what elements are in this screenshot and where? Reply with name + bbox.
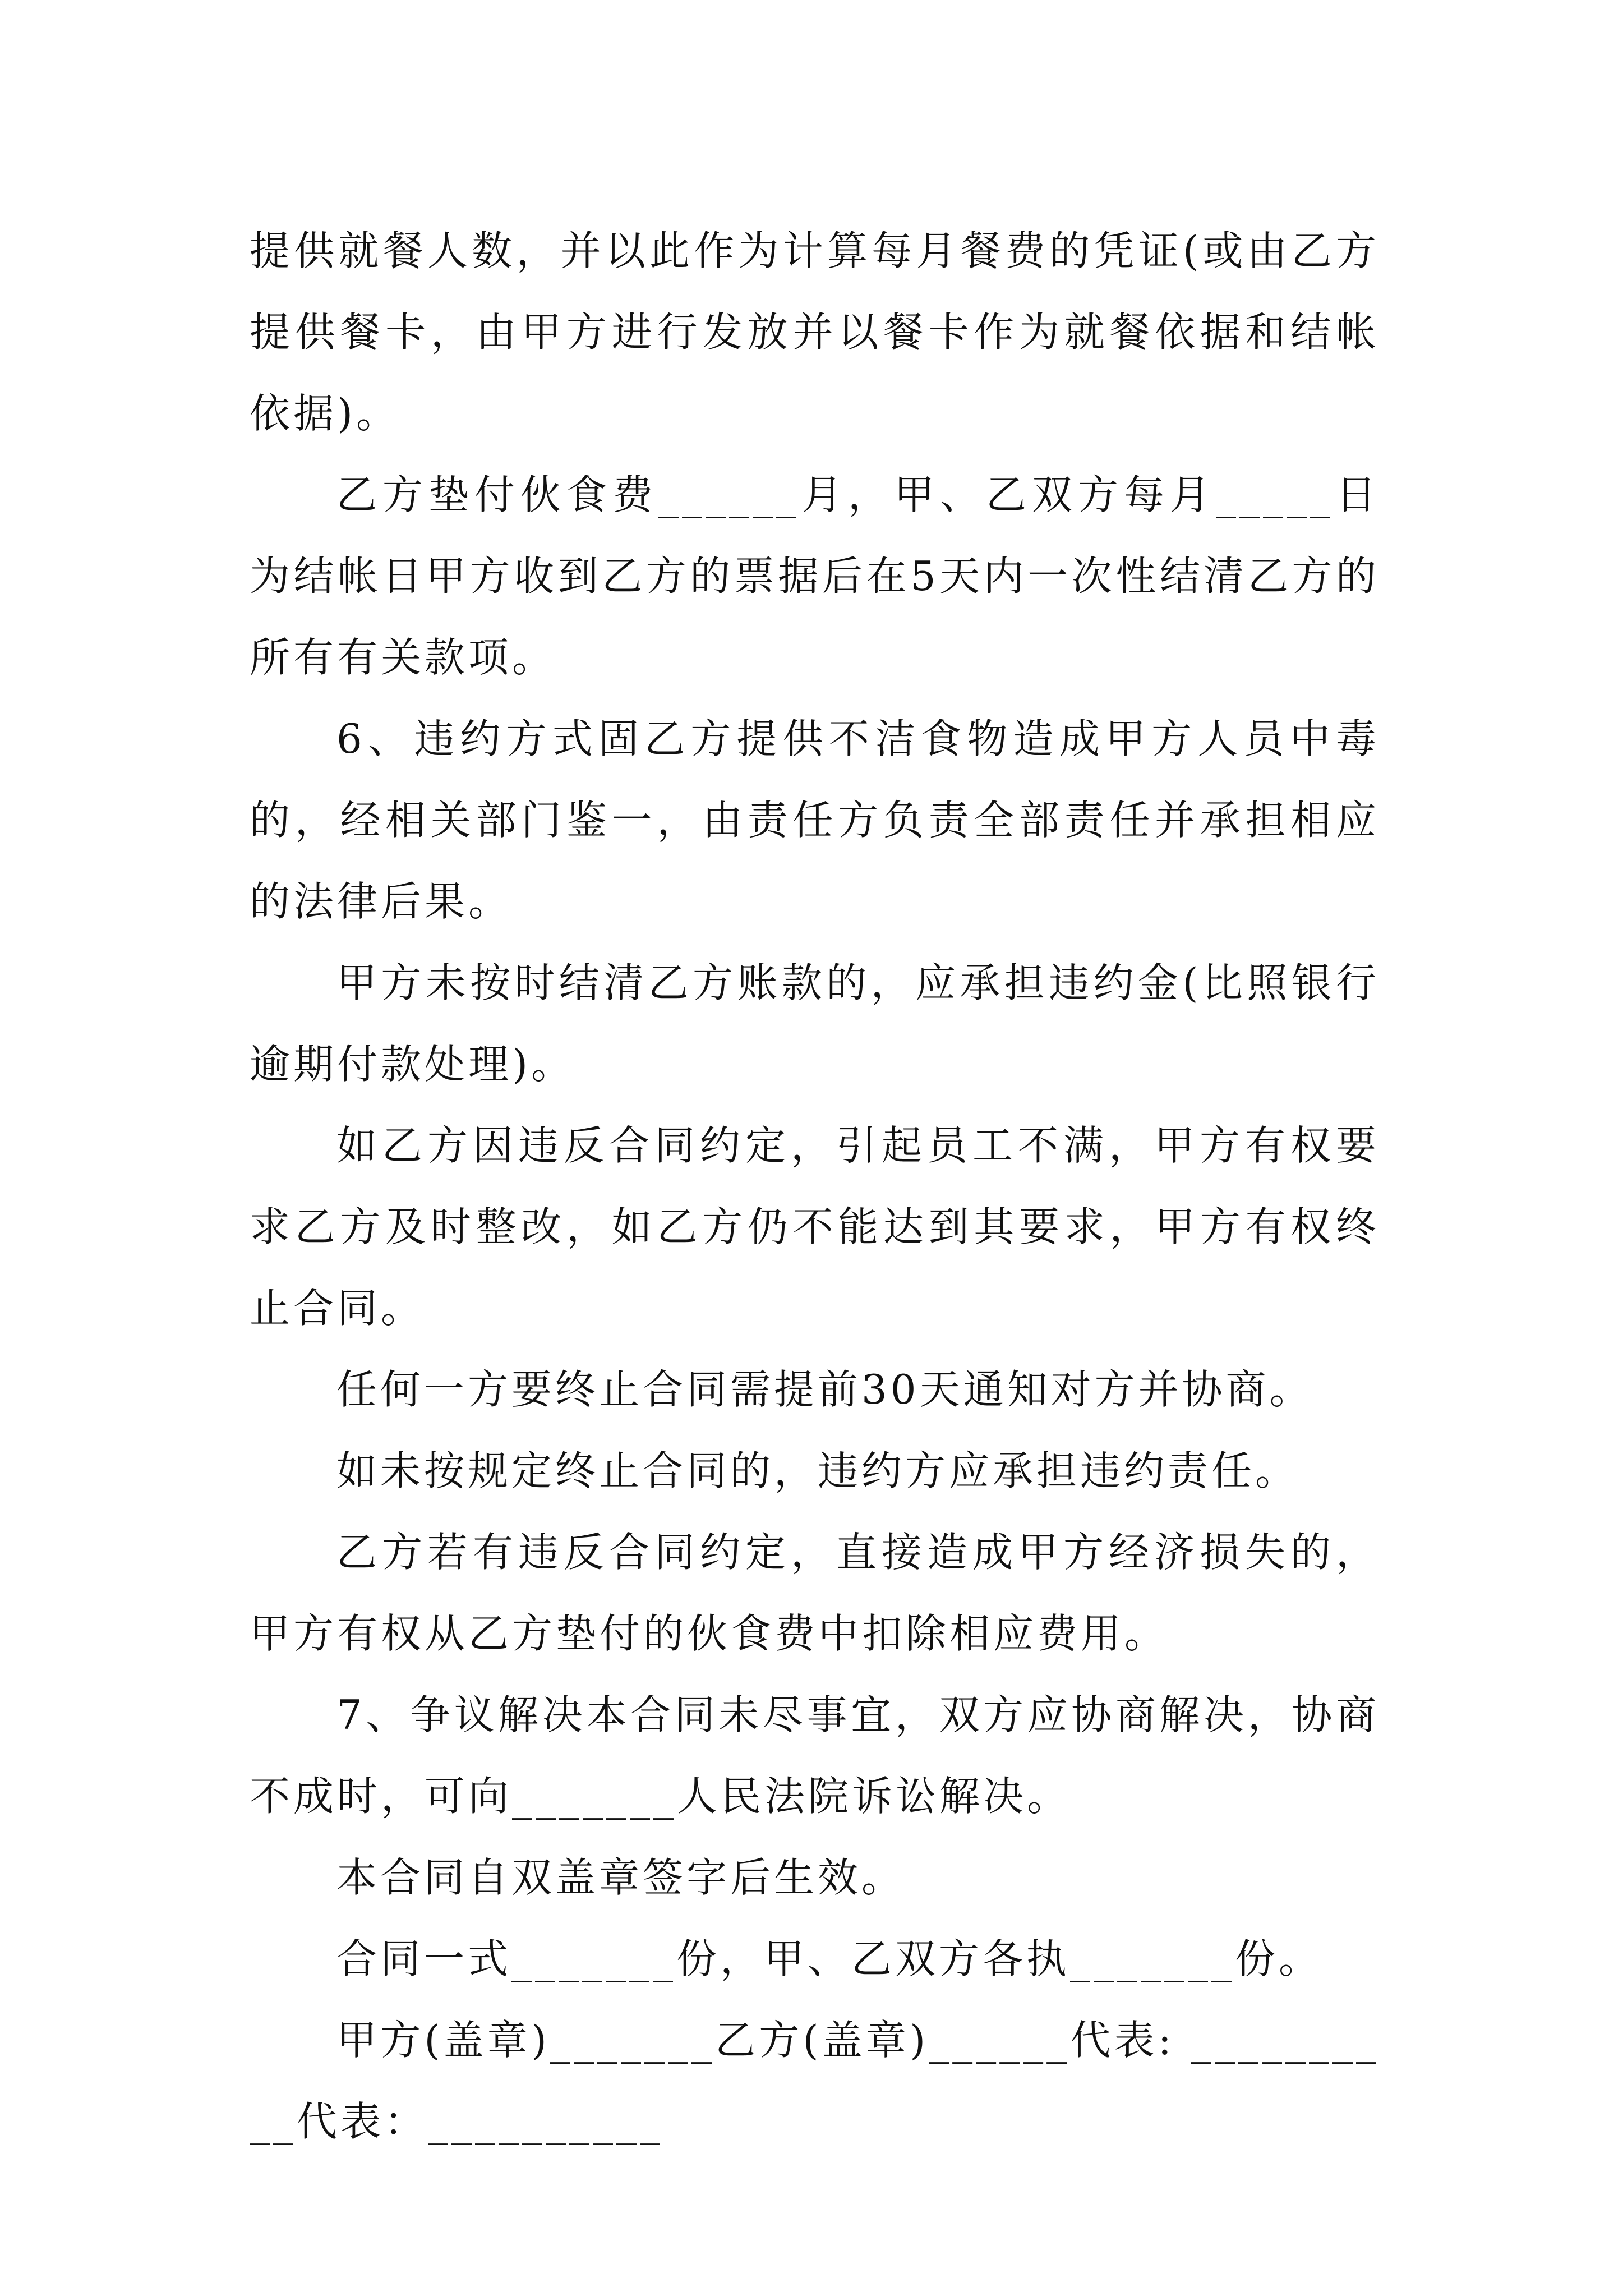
paragraph-dispute-resolution: 7、争议解决本合同未尽事宜，双方应协商解决，协商不成时，可向_______人民法院诉讼解决。	[250, 1691, 1380, 1820]
paragraph-breach-food-poisoning: 6、违约方式固乙方提供不洁食物造成甲方人员中毒的，经相关部门鉴一，由责任方负责全部责任并承担相应的法律后果。	[250, 715, 1380, 925]
paragraph-signatures: 甲方(盖章)_______乙方(盖章)______代表: __________代表：__________	[250, 2017, 1380, 2145]
paragraph-termination-notice: 任何一方要终止合同需提前30天通知对方并协商。	[336, 1366, 1313, 1413]
paragraph-employee-complaints: 如乙方因违反合同约定，引起员工不满，甲方有权要求乙方及时整改，如乙方仍不能达到其要求，甲方有权终止合同。	[250, 1122, 1380, 1332]
paragraph-meal-count: 提供就餐人数，并以此作为计算每月餐费的凭证(或由乙方提供餐卡，由甲方进行发放并以餐卡作为就餐依据和结帐依据)。	[250, 227, 1380, 437]
paragraph-advance-payment: 乙方垫付伙食费______月，甲、乙双方每月_____日为结帐日甲方收到乙方的票据后在5天内一次性结清乙方的所有有关款项。	[250, 471, 1380, 681]
contract-body	[250, 210, 1380, 2162]
paragraph-breach-liability: 如未按规定终止合同的，违约方应承担违约责任。	[336, 1447, 1299, 1494]
paragraph-effective: 本合同自双盖章签字后生效。	[336, 1854, 906, 1901]
paragraph-late-payment: 甲方未按时结清乙方账款的，应承担违约金(比照银行逾期付款处理)。	[250, 959, 1380, 1088]
paragraph-deduction: 乙方若有违反合同约定，直接造成甲方经济损失的，甲方有权从乙方垫付的伙食费中扣除相应费用。	[250, 1529, 1380, 1657]
paragraph-copies: 合同一式_______份，甲、乙双方各执_______份。	[336, 1935, 1323, 1982]
